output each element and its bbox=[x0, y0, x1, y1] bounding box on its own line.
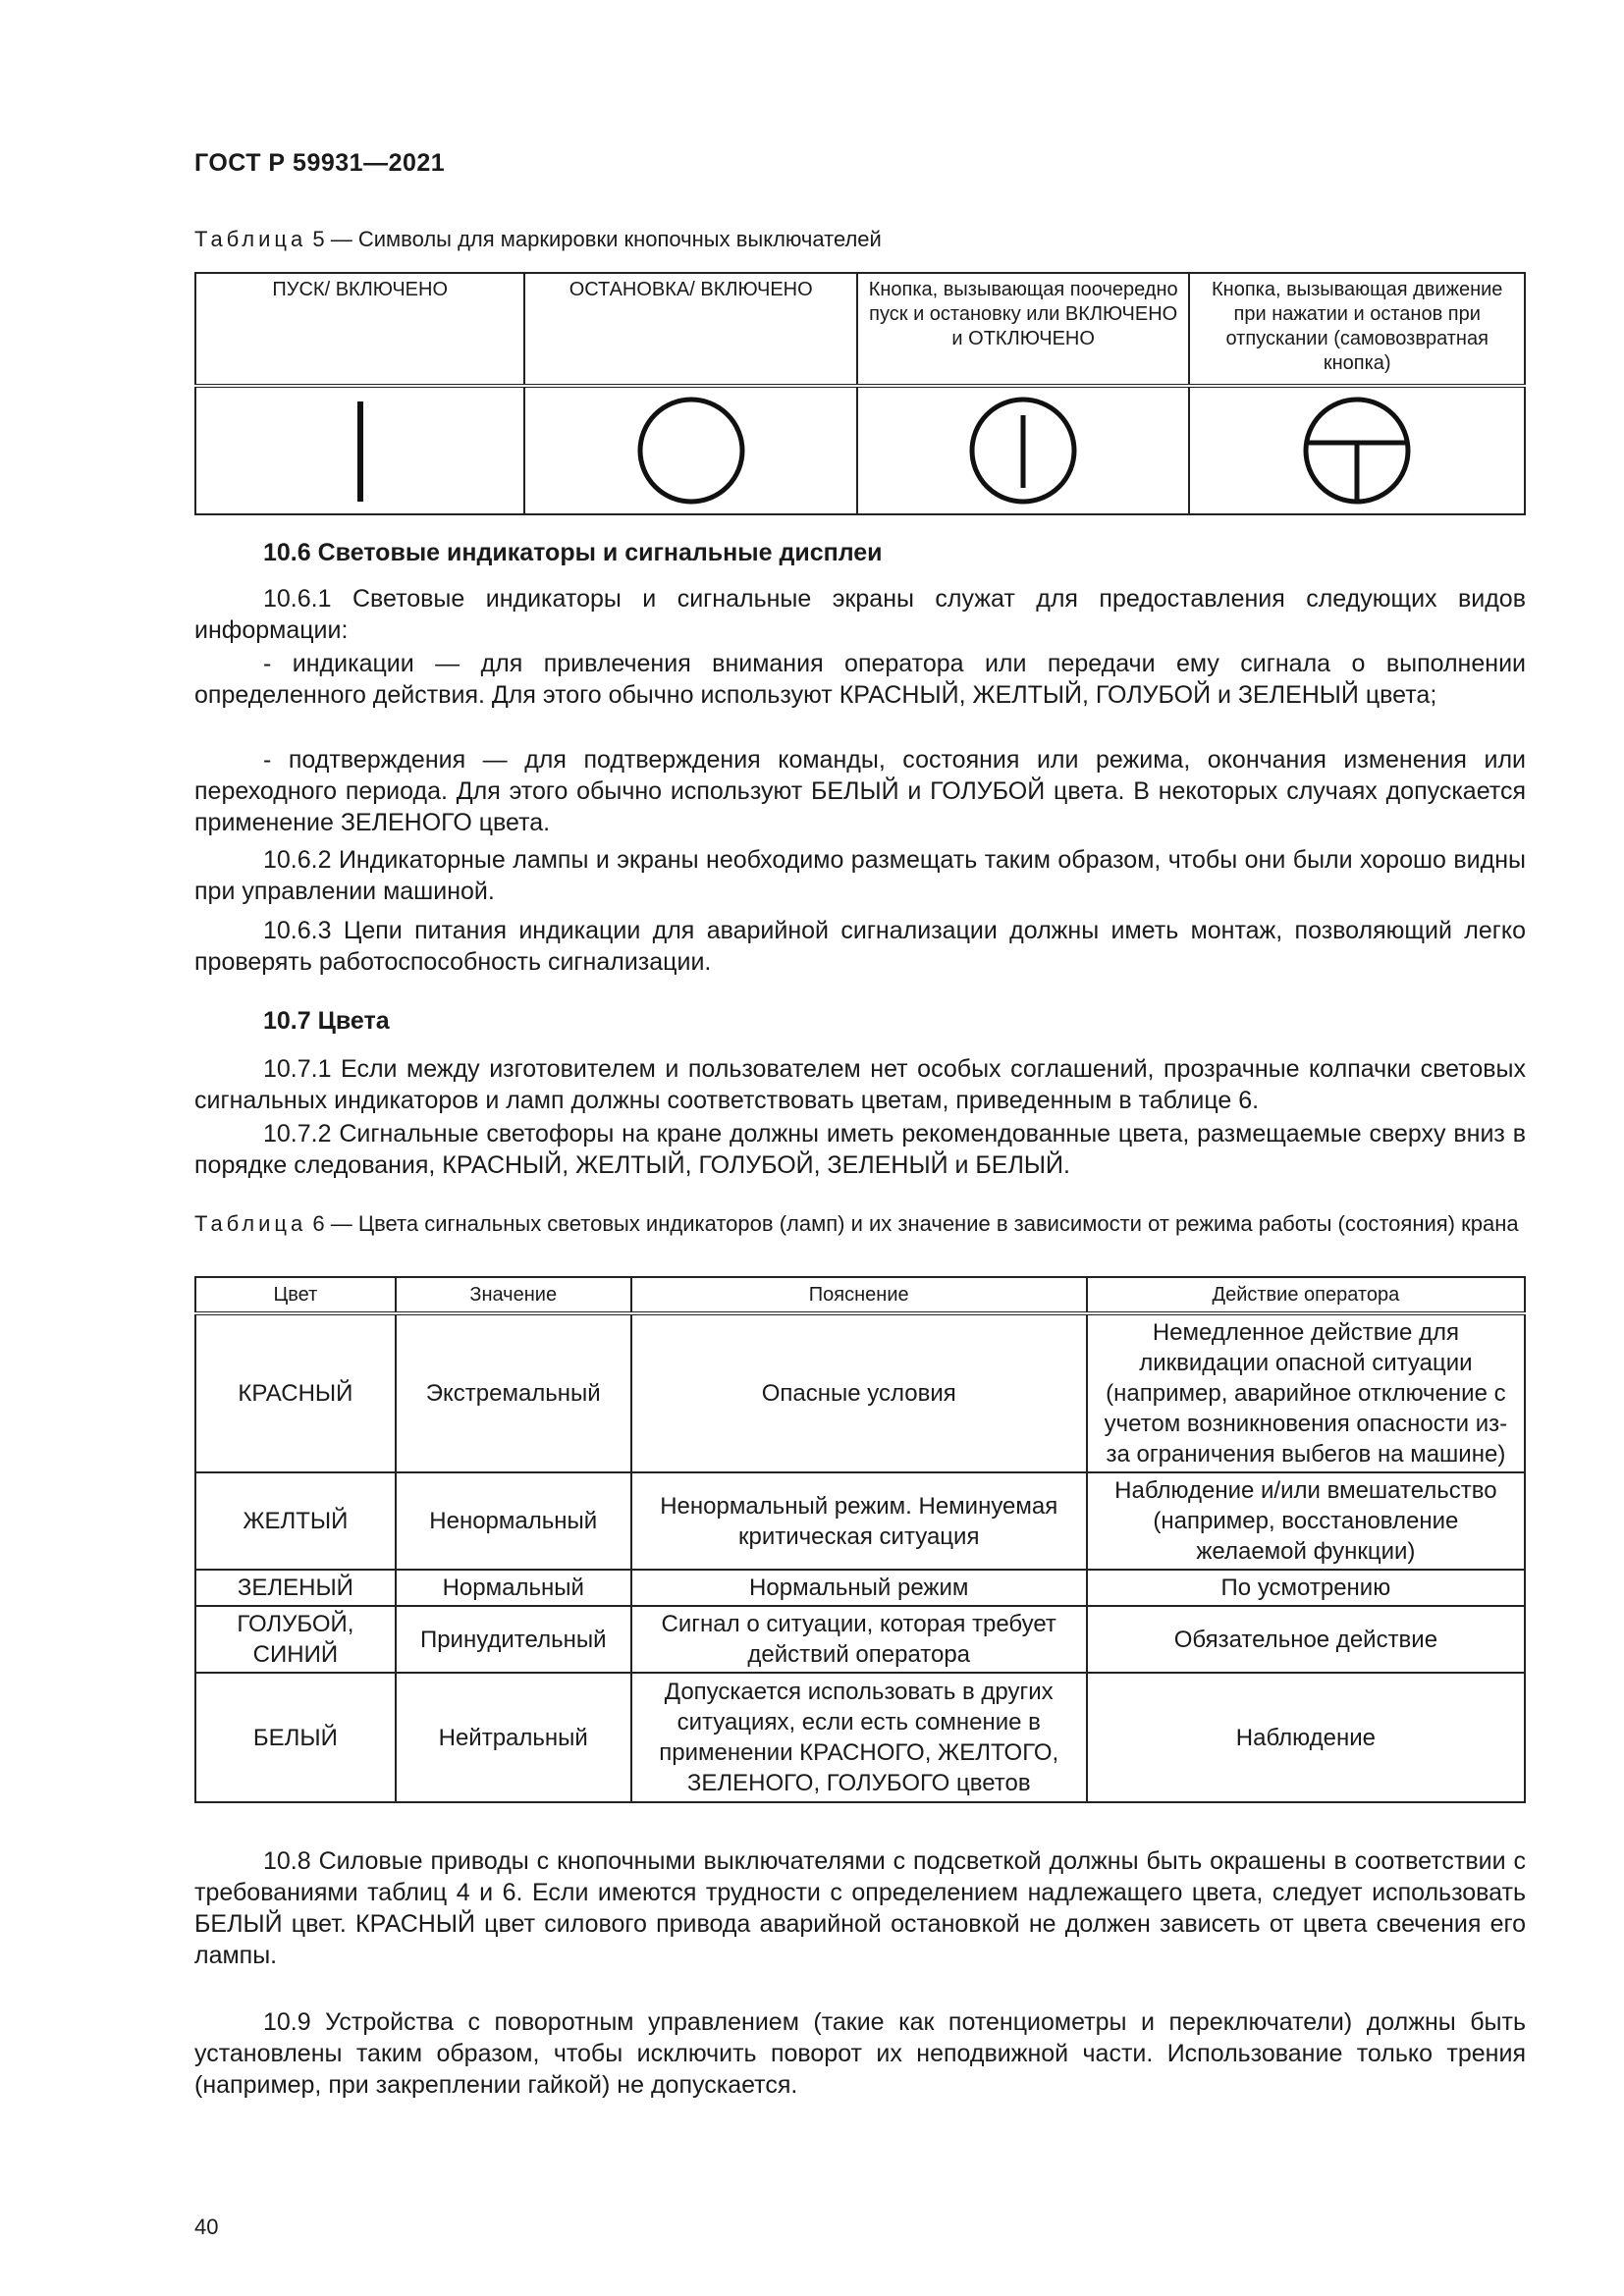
paragraph-10-7-1: 10.7.1 Если между изготовителем и пользователем нет особых соглашений, прозрачные колпачки световых сигнальных индикаторов и ламп должны соответствовать цветам, приведенным в таблице 6. bbox=[194, 1055, 1526, 1114]
stop-circle-icon bbox=[634, 394, 748, 507]
table6-header-meaning: Значение bbox=[396, 1277, 631, 1313]
paragraph-10-6-2: 10.6.2 Индикаторные лампы и экраны необходимо размещать таким образом, чтобы они были хорошо видны при управлении машиной. bbox=[194, 846, 1526, 905]
table-cell: Ненормальный bbox=[396, 1472, 631, 1570]
table5-symbol-row bbox=[195, 386, 1525, 514]
paragraph-10-6-3: 10.6.3 Цепи питания индикации для аварийной сигнализации должны иметь монтаж, позволяющий легко проверять работоспособность сигнализации. bbox=[194, 917, 1526, 976]
table6-header-operator-action: Действие оператора bbox=[1087, 1277, 1525, 1313]
table5-symbol-cell bbox=[524, 386, 856, 514]
table-cell: Наблюдение и/или вмешательство (например, восстановление желаемой функции) bbox=[1087, 1472, 1525, 1570]
table5-caption-text: 5 — Символы для маркировки кнопочных выключателей bbox=[306, 227, 882, 251]
table6-label: Таблица bbox=[194, 1211, 307, 1236]
table5 bbox=[194, 272, 1526, 515]
paragraph-10-8: 10.8 Силовые приводы с кнопочными выключателями с подсветкой должны быть окрашены в соответствии с требованиями таблиц 4 и 6. Если имеются трудности с определением надлежащего цвета, следует использовать БЕЛЫЙ цвет. КРАСНЫЙ цвет силового привода аварийной остановкой не должен зависеть от цвета свечения его лампы. bbox=[194, 1847, 1526, 1969]
momentary-circle-t-icon bbox=[1300, 394, 1414, 507]
paragraph-10-6-confirmation: - подтверждения — для подтверждения команды, состояния или режима, окончания изменения или переходного периода. Для этого обычно используют БЕЛЫЙ и ГОЛУБОЙ цвета. В некоторых случаях допускается применение ЗЕЛЕНОГО цвета. bbox=[194, 746, 1526, 836]
table-cell: Немедленное действие для ликвидации опасной ситуации (например, аварийное отключение с учетом возникновения опасности из-за ограничения выбегов на машине) bbox=[1087, 1313, 1525, 1472]
table5-caption bbox=[194, 225, 1526, 254]
table-row bbox=[195, 1606, 1525, 1673]
table-row bbox=[195, 1570, 1525, 1606]
table6-caption-text: 6 — Цвета сигнальных световых индикаторов (ламп) и их значение в зависимости от режима работы (состояния) крана bbox=[306, 1211, 1519, 1236]
table-cell: Нормальный bbox=[396, 1570, 631, 1606]
table-cell: Наблюдение bbox=[1087, 1673, 1525, 1802]
table-row bbox=[195, 1313, 1525, 1472]
table5-symbol-cell bbox=[857, 386, 1189, 514]
table-cell: Нормальный режим bbox=[631, 1570, 1087, 1606]
table5-header-cell: ПУСК/ ВКЛЮЧЕНО bbox=[195, 273, 524, 386]
table-cell: Допускается использовать в других ситуациях, если есть сомнение в применении КРАСНОГО, ЖЕЛТОГО, ЗЕЛЕНОГО, ГОЛУБОГО цветов bbox=[631, 1673, 1087, 1802]
table-cell: По усмотрению bbox=[1087, 1570, 1525, 1606]
table5-label: Таблица bbox=[194, 227, 307, 251]
table6 bbox=[194, 1276, 1526, 1803]
document-code: ГОСТ Р 59931—2021 bbox=[194, 149, 446, 177]
table-row bbox=[195, 1673, 1525, 1802]
table-cell: Нейтральный bbox=[396, 1673, 631, 1802]
section-10-7-title: 10.7 Цвета bbox=[263, 1007, 390, 1035]
toggle-circle-line-icon bbox=[966, 394, 1080, 507]
table6-header-explanation: Пояснение bbox=[631, 1277, 1087, 1313]
table-row bbox=[195, 1472, 1525, 1570]
table5-header-row bbox=[195, 273, 1525, 386]
table-cell: Принудительный bbox=[396, 1606, 631, 1673]
paragraph-10-7-2: 10.7.2 Сигнальные светофоры на кране должны иметь рекомендованные цвета, размещаемые сверху вниз в порядке следования, КРАСНЫЙ, ЖЕЛТЫЙ, ГОЛУБОЙ, ЗЕЛЕНЫЙ и БЕЛЫЙ. bbox=[194, 1120, 1526, 1179]
section-10-6-title: 10.6 Световые индикаторы и сигнальные дисплеи bbox=[263, 539, 883, 566]
table5-symbol-cell bbox=[195, 386, 524, 514]
table5-header-cell: Кнопка, вызывающая движение при нажатии и останов при отпускании (самовозвратная кнопка) bbox=[1189, 273, 1525, 386]
table-cell: ГОЛУБОЙ, СИНИЙ bbox=[195, 1606, 396, 1673]
table6-caption bbox=[194, 1209, 1526, 1239]
paragraph-10-6-1: 10.6.1 Световые индикаторы и сигнальные экраны служат для предоставления следующих видов информации: bbox=[194, 585, 1526, 644]
table-cell: Обязательное действие bbox=[1087, 1606, 1525, 1673]
table-cell: Сигнал о ситуации, которая требует действий оператора bbox=[631, 1606, 1087, 1673]
table-cell: КРАСНЫЙ bbox=[195, 1313, 396, 1472]
start-line-icon bbox=[351, 394, 370, 507]
table6-header-color: Цвет bbox=[195, 1277, 396, 1313]
table-cell: Ненормальный режим. Неминуемая критическая ситуация bbox=[631, 1472, 1087, 1570]
table-cell: Экстремальный bbox=[396, 1313, 631, 1472]
table-cell: ЗЕЛЕНЫЙ bbox=[195, 1570, 396, 1606]
table5-symbol-cell bbox=[1189, 386, 1525, 514]
table-cell: Опасные условия bbox=[631, 1313, 1087, 1472]
table-cell: ЖЕЛТЫЙ bbox=[195, 1472, 396, 1570]
table-cell: БЕЛЫЙ bbox=[195, 1673, 396, 1802]
page-number: 40 bbox=[194, 2215, 219, 2239]
table5-header-cell: ОСТАНОВКА/ ВКЛЮЧЕНО bbox=[524, 273, 856, 386]
table5-header-cell: Кнопка, вызывающая поочередно пуск и остановку или ВКЛЮЧЕНО и ОТКЛЮЧЕНО bbox=[857, 273, 1189, 386]
table6-header-row bbox=[195, 1277, 1525, 1313]
paragraph-10-6-indication: - индикации — для привлечения внимания оператора или передачи ему сигнала о выполнении определенного действия. Для этого обычно используют КРАСНЫЙ, ЖЕЛТЫЙ, ГОЛУБОЙ и ЗЕЛЕНЫЙ цвета; bbox=[194, 650, 1526, 709]
paragraph-10-9: 10.9 Устройства с поворотным управлением (такие как потенциометры и переключатели) должны быть установлены таким образом, чтобы исключить поворот их неподвижной части. Использование только трения (например, при закреплении гайкой) не допускается. bbox=[194, 2008, 1526, 2099]
